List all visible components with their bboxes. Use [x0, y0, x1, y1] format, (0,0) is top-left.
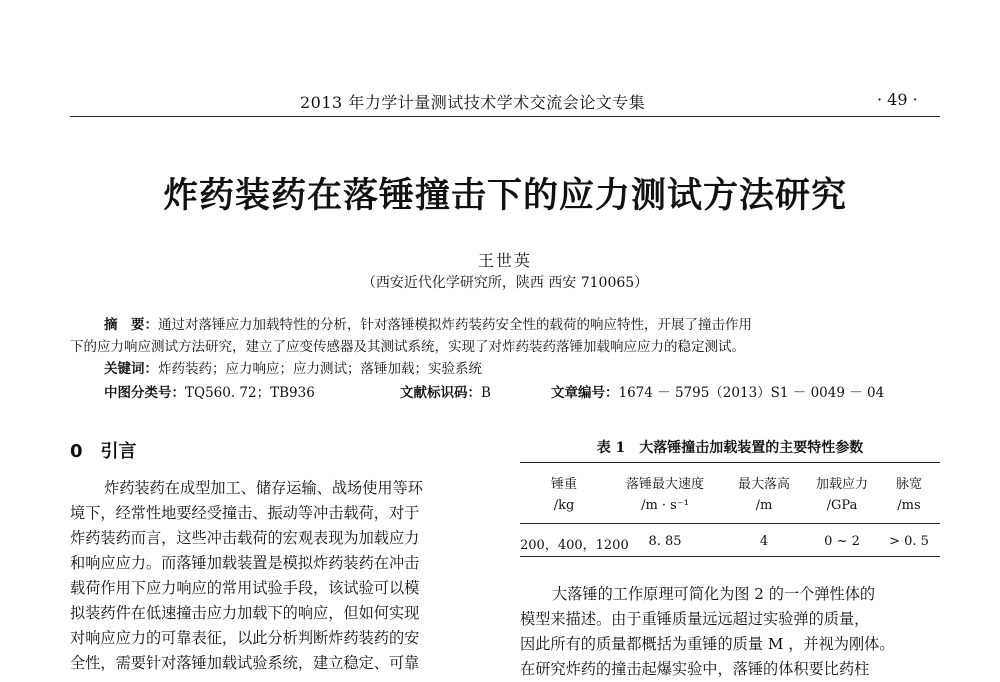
right-paragraph-line: 模型来描述。由于重锤质量远远超过实验弹的质量， — [520, 610, 870, 628]
table-cell: 200，400，1200 — [520, 538, 629, 553]
abstract-label: 摘 要： — [104, 317, 158, 333]
left-paragraph-line: 全性，需要针对落锤加载试验系统，建立稳定、可靠 — [70, 654, 420, 672]
table-top-rule — [520, 462, 940, 463]
doc-code — [400, 382, 491, 404]
table-header-name: 脉宽 — [895, 477, 922, 492]
left-paragraph-line: 炸药装药在成型加工、储存运输、战场使用等环 — [104, 479, 423, 497]
table-header-unit: /kg — [553, 498, 575, 513]
article-number-value: 1674 － 5795（2013）S1 － 0049 － 04 — [618, 385, 885, 401]
doc-code-value: B — [481, 385, 491, 401]
doc-code-label: 文献标识码： — [400, 385, 481, 401]
table-header-unit: /m — [755, 498, 773, 513]
table-header-name: 锤重 — [550, 477, 577, 492]
table-header-unit: /ms — [897, 498, 921, 513]
page-number: · 49 · — [877, 90, 918, 109]
left-paragraph-line: 炸药装药而言，这些冲击载荷的宏观表现为加载应力 — [70, 529, 420, 547]
clc-number — [104, 382, 315, 404]
author-name: 王世英 — [477, 251, 532, 270]
header-rule — [70, 116, 940, 117]
table-cell: 0 ~ 2 — [824, 534, 860, 549]
abstract-line-1 — [104, 314, 752, 336]
table-cell: 4 — [759, 534, 769, 549]
table-header-name: 最大落高 — [737, 477, 790, 492]
right-paragraph-line: 因此所有的质量都概括为重锤的质量 M ，并视为刚体。 — [520, 635, 895, 653]
left-paragraph-line: 载荷作用下应力响应的常用试验手段，该试验可以模 — [70, 579, 420, 597]
left-paragraph-line: 对响应应力的可靠表征，以此分析判断炸药装药的安 — [70, 629, 420, 647]
section-heading — [70, 437, 137, 463]
paper-title: 炸药装药在落锤撞击下的应力测试方法研究 — [162, 176, 847, 216]
left-paragraph-line: 境下，经常性地要经受撞击、振动等冲击载荷，对于 — [70, 504, 420, 522]
running-header: 2013 年力学计量测试技术学术交流会论文专集 — [300, 93, 646, 112]
table-bottom-rule — [520, 556, 940, 557]
keywords-label: 关键词： — [104, 361, 158, 377]
table-caption: 表 1 大落锤撞击加载装置的主要特性参数 — [596, 440, 864, 456]
table-cell: > 0. 5 — [889, 534, 929, 549]
table-cell: 8. 85 — [648, 534, 682, 549]
author-affiliation: （西安近代化学研究所，陕西 西安 710065） — [361, 275, 649, 291]
right-paragraph-line: 在研究炸药的撞击起爆实验中，落锤的体积要比药柱 — [520, 660, 870, 678]
clc-value: TQ560. 72；TB936 — [185, 385, 315, 401]
abstract-line-2: 下的应力响应测试方法研究，建立了应变传感器及其测试系统，实现了对炸药装药落锤加载响应应力的稳定测试。 — [70, 339, 745, 355]
table-mid-rule — [520, 523, 940, 524]
article-number-label: 文章编号： — [551, 385, 619, 401]
table-header-name: 落锤最大速度 — [625, 477, 704, 492]
table-header-unit: /GPa — [826, 498, 858, 513]
left-paragraph-line: 拟装药件在低速撞击应力加载下的响应，但如何实现 — [70, 604, 420, 622]
keywords-text: 炸药装药；应力响应；应力测试；落锤加载；实验系统 — [158, 361, 482, 377]
section-title: 引言 — [100, 441, 137, 462]
keywords — [104, 358, 482, 380]
article-number — [551, 382, 884, 404]
section-number: 0 — [70, 441, 83, 462]
table-header-name: 加载应力 — [815, 477, 868, 492]
clc-label: 中图分类号： — [104, 385, 185, 401]
abstract-text-1: 通过对落锤应力加载特性的分析，针对落锤模拟炸药装药安全性的载荷的响应特性，开展了撞击作用 — [158, 317, 752, 333]
left-paragraph-line: 和响应应力。而落锤加载装置是模拟炸药装药在冲击 — [70, 554, 420, 572]
right-paragraph-line: 大落锤的工作原理可简化为图 2 的一个弹性体的 — [552, 585, 876, 603]
table-header-unit: /m · s⁻¹ — [641, 498, 689, 513]
